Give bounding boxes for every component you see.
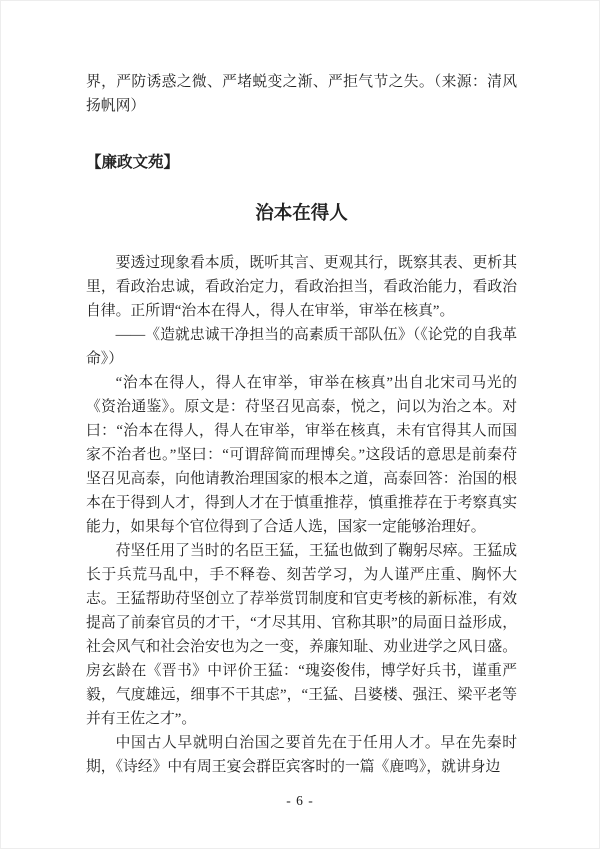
article-body [86, 251, 517, 779]
continuation-paragraph: 界，严防诱惑之微、严堵蜕变之渐、严拒气节之失。（来源：清风扬帆网） [86, 74, 517, 114]
body-paragraph: 苻坚任用了当时的名臣王猛，王猛也做到了鞠躬尽瘁。王猛成长于兵荒马乱中，手不释卷、刻苦学习，为人谨严庄重、胸怀大志。王猛帮助苻坚创立了荐举赏罚制度和官吏考核的新标准，有效提高了前秦官员的才干，“才尽其用、官称其职”的局面日益形成，社会风气和社会治安也为之一变，养廉知耻、劝业进学之风日盛。房玄龄在《晋书》中评价王猛：“瑰姿俊伟，博学好兵书，谨重严毅，气度雄远，细事不干其虑”，“王猛、吕婆楼、强汪、梁平老等并有王佐之才”。 [86, 543, 517, 727]
page-content [86, 70, 517, 779]
section-header: 【廉政文苑】 [86, 154, 180, 171]
page-number: - 6 - [286, 793, 314, 808]
body-paragraph: 中国古人早就明白治国之要首先在于任用人才。早在先秦时期，《诗经》中有周王宴会群臣宾客时的一篇《鹿鸣》，就讲身边 [86, 735, 517, 775]
body-paragraph: ——《造就忠诚干净担当的高素质干部队伍》（《论党的自我革命》） [86, 327, 517, 367]
body-paragraph: 要透过现象看本质，既听其言、更观其行，既察其表、更析其里，看政治忠诚，看政治定力，看政治担当，看政治能力，看政治自律。正所谓“治本在得人，得人在审举，审举在核真”。 [86, 255, 517, 319]
body-paragraph: “治本在得人，得人在审举，审举在核真”出自北宋司马光的《资治通鉴》。原文是：苻坚召见高泰，悦之，问以为治之本。对曰：“治本在得人，得人在审举，审举在核真，未有官得其人而国家不治者也。”坚曰：“可谓辞简而理博矣。”这段话的意思是前秦苻坚召见高泰，向他请教治理国家的根本之道，高泰回答：治国的根本在于得到人才，得到人才在于慎重推荐，慎重推荐在于考察真实能力，如果每个官位得到了合适人选，国家一定能够治理好。 [86, 375, 517, 535]
article-title: 治本在得人 [255, 204, 348, 224]
